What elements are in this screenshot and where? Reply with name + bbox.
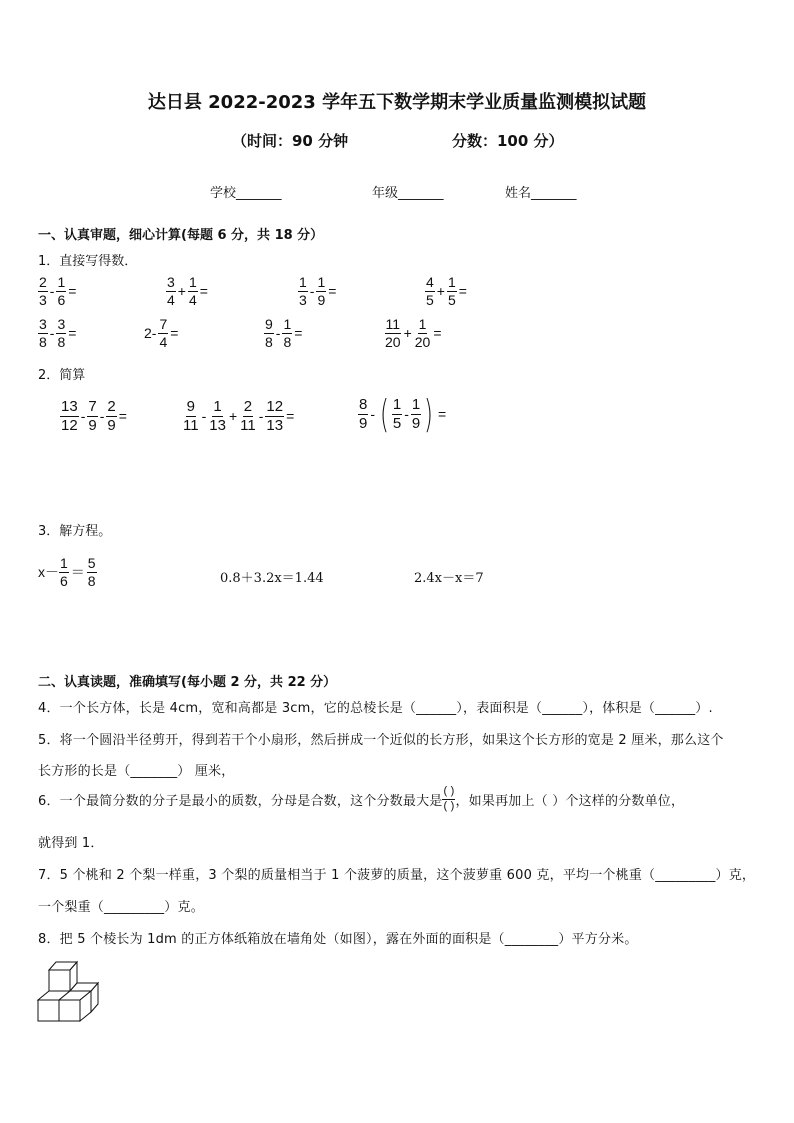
right-parenthesis: )	[424, 392, 434, 436]
fraction: $\frac{9}{11}$	[183, 398, 199, 434]
q1-item-3: $\frac{1}{3}$ - $\frac{1}{9}$ =	[299, 274, 337, 308]
fraction: $\frac{8}{9}$	[359, 395, 368, 432]
q8-text: 8．把 5 个棱长为 1dm 的正方体纸箱放在墙角处（如图），露在外面的面积是（________）平方分米。	[38, 932, 638, 947]
fraction: $\frac{5}{8}$	[87, 555, 96, 589]
q1-item-5: $\frac{3}{8}$ - $\frac{3}{8}$ =	[39, 316, 77, 350]
fraction: $\frac{3}{4}$	[167, 274, 175, 308]
fraction: $\frac{13}{12}$	[61, 398, 78, 434]
q5-text-line2: 长方形的长是（_______） 厘米，	[38, 764, 235, 779]
q6-text-line2: 就得到 1．	[38, 836, 104, 851]
fraction: $\frac{1}{5}$	[392, 395, 402, 432]
q3-equation-2: 0.8＋3.2x＝1.44	[220, 571, 324, 586]
q7-text-line2: 一个梨重（_________）克。	[38, 900, 204, 915]
q7-text-line1: 7．5 个桃和 2 个梨一样重，3 个梨的质量相当于 1 个菠萝的质量，这个菠萝重 600 克，平均一个桃重（_________）克，	[38, 868, 756, 883]
fraction: $\frac{1}{4}$	[188, 274, 197, 308]
q2-title: 2．简算	[38, 368, 86, 383]
fraction: $\frac{7}{9}$	[88, 398, 97, 434]
fraction: $\frac{1}{9}$	[317, 274, 326, 308]
fraction: $\frac{1}{6}$	[57, 274, 66, 308]
q4-text: 4．一个长方体，长是 4cm，宽和高都是 3cm，它的总棱长是（______），表面积是（______），体积是（______）.	[38, 701, 713, 716]
q1-title: 1．直接写得数．	[38, 254, 138, 269]
fraction: $\frac{11}{20}$	[385, 316, 401, 350]
stacked-cubes-figure	[36, 958, 106, 1024]
q6-text-line1: 6．一个最简分数的分子是最小的质数，分母是合数，这个分数最大是 $\frac{( )}{( )}$ ，如果再加上（ ）个这样的分数单位，	[38, 785, 685, 812]
q1-item-1: $\frac{2}{3}$ - $\frac{1}{6}$ =	[39, 274, 77, 308]
fraction: $\frac{1}{6}$	[60, 555, 68, 589]
fraction: $\frac{9}{8}$	[265, 316, 273, 350]
name-field: 姓名_______	[505, 186, 577, 201]
grade-field: 年级_______	[372, 186, 444, 201]
q1-item-8: $\frac{11}{20}$ + $\frac{1}{20}$ =	[385, 316, 442, 350]
fraction: $\frac{2}{3}$	[39, 274, 47, 308]
fraction: $\frac{3}{8}$	[39, 316, 47, 350]
school-field: 学校_______	[210, 186, 282, 201]
section2-heading: 二、认真读题，准确填写(每小题 2 分，共 22 分）	[38, 675, 337, 690]
page-title: 达日县 2022-2023 学年五下数学期末学业质量监测模拟试题	[147, 92, 647, 113]
fraction: $\frac{1}{20}$	[414, 316, 431, 350]
q2-expression-2: $\frac{9}{11}$ - $\frac{1}{13}$ + $\frac{2}{11}$ - $\frac{12}{13}$ =	[183, 398, 295, 434]
fraction: $\frac{1}{9}$	[411, 395, 421, 432]
q5-text-line1: 5．将一个圆沿半径剪开，得到若干个小扇形，然后拼成一个近似的长方形，如果这个长方形的宽是 2 厘米，那么这个	[38, 733, 724, 748]
q3-title: 3．解方程。	[38, 524, 112, 539]
fraction: $\frac{2}{11}$	[240, 398, 256, 434]
fraction: $\frac{3}{8}$	[57, 316, 66, 350]
fraction: $\frac{1}{5}$	[447, 274, 456, 308]
exam-score: 分数：100 分）	[452, 132, 564, 150]
q1-item-6: 2- $\frac{7}{4}$ =	[144, 316, 179, 350]
exam-time: （时间：90 分钟	[232, 132, 349, 150]
q3-equation-1: x－ $\frac{1}{6}$ ＝ $\frac{5}{8}$	[38, 555, 96, 589]
q1-item-2: $\frac{3}{4}$ + $\frac{1}{4}$ =	[167, 274, 208, 308]
q1-item-4: $\frac{4}{5}$ + $\frac{1}{5}$ =	[426, 274, 467, 308]
fraction: $\frac{4}{5}$	[426, 274, 434, 308]
fraction: $\frac{2}{9}$	[107, 398, 116, 434]
q2-expression-1: $\frac{13}{12}$ - $\frac{7}{9}$ - $\frac{2}{9}$ =	[61, 398, 127, 434]
fraction: $\frac{12}{13}$	[266, 398, 284, 434]
blank-fraction: $\frac{( )}{( )}$	[443, 785, 455, 812]
fraction: $\frac{7}{4}$	[159, 316, 168, 350]
fraction: $\frac{1}{8}$	[283, 316, 292, 350]
q3-equation-3: 2.4x－x＝7	[414, 571, 484, 586]
fraction: $\frac{1}{3}$	[299, 274, 307, 308]
section1-heading: 一、认真审题，细心计算(每题 6 分，共 18 分）	[38, 228, 324, 243]
left-parenthesis: (	[379, 392, 389, 436]
q1-item-7: $\frac{9}{8}$ - $\frac{1}{8}$ =	[265, 316, 303, 350]
q2-expression-3: $\frac{8}{9}$ - ( $\frac{1}{5}$ - $\frac{1}{9}$ ) =	[359, 392, 447, 436]
fraction: $\frac{1}{13}$	[209, 398, 226, 434]
